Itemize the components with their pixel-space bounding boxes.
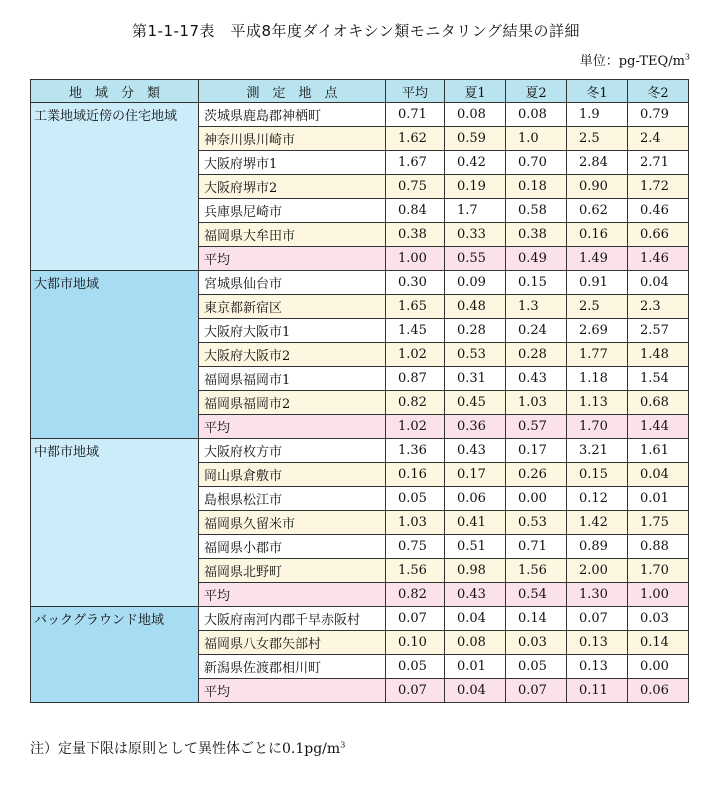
location-cell: 新潟県佐渡郡相川町 bbox=[199, 655, 386, 679]
header-location: 測 定 地 点 bbox=[199, 80, 386, 103]
value-cell-w1: 2.5 bbox=[567, 127, 628, 151]
location-cell: 福岡県福岡市1 bbox=[199, 367, 386, 391]
value-cell-w1: 0.90 bbox=[567, 175, 628, 199]
location-cell: 宮城県仙台市 bbox=[199, 271, 386, 295]
value-cell-avg: 0.16 bbox=[386, 463, 445, 487]
value-cell-w2: 1.54 bbox=[628, 367, 689, 391]
value-cell-avg: 1.45 bbox=[386, 319, 445, 343]
value-cell-w1: 0.16 bbox=[567, 223, 628, 247]
value-cell-w1: 1.18 bbox=[567, 367, 628, 391]
average-label-cell: 平均 bbox=[199, 415, 386, 439]
average-label-cell: 平均 bbox=[199, 679, 386, 703]
value-cell-s2: 0.26 bbox=[506, 463, 567, 487]
value-cell-s1: 0.51 bbox=[445, 535, 506, 559]
value-cell-s1: 0.31 bbox=[445, 367, 506, 391]
value-cell-s2: 0.15 bbox=[506, 271, 567, 295]
value-cell-s2: 0.43 bbox=[506, 367, 567, 391]
location-cell: 福岡県八女郡矢部村 bbox=[199, 631, 386, 655]
location-cell: 神奈川県川崎市 bbox=[199, 127, 386, 151]
value-cell-w2: 0.14 bbox=[628, 631, 689, 655]
value-cell-avg: 1.65 bbox=[386, 295, 445, 319]
value-cell-s1: 0.09 bbox=[445, 271, 506, 295]
footnote-text: 注）定量下限は原則として異性体ごとに0.1pg/m bbox=[30, 741, 341, 757]
value-cell-avg: 0.75 bbox=[386, 175, 445, 199]
header-summer2: 夏2 bbox=[506, 80, 567, 103]
location-cell: 福岡県福岡市2 bbox=[199, 391, 386, 415]
value-cell-w2: 0.79 bbox=[628, 103, 689, 127]
value-cell-avg: 0.87 bbox=[386, 367, 445, 391]
header-winter1: 冬1 bbox=[567, 80, 628, 103]
value-cell-s2: 0.71 bbox=[506, 535, 567, 559]
value-cell-w1: 0.13 bbox=[567, 655, 628, 679]
value-cell-avg: 1.02 bbox=[386, 415, 445, 439]
value-cell-w2: 0.04 bbox=[628, 463, 689, 487]
footnote-superscript: 3 bbox=[340, 740, 346, 750]
value-cell-w2: 0.66 bbox=[628, 223, 689, 247]
region-cell: 工業地域近傍の住宅地域 bbox=[31, 103, 199, 271]
value-cell-w1: 0.91 bbox=[567, 271, 628, 295]
location-cell: 島根県松江市 bbox=[199, 487, 386, 511]
value-cell-w1: 1.49 bbox=[567, 247, 628, 271]
value-cell-avg: 1.02 bbox=[386, 343, 445, 367]
value-cell-avg: 1.36 bbox=[386, 439, 445, 463]
value-cell-s1: 0.08 bbox=[445, 631, 506, 655]
value-cell-avg: 0.07 bbox=[386, 679, 445, 703]
value-cell-avg: 0.38 bbox=[386, 223, 445, 247]
header-winter2: 冬2 bbox=[628, 80, 689, 103]
value-cell-w1: 1.30 bbox=[567, 583, 628, 607]
value-cell-s1: 0.28 bbox=[445, 319, 506, 343]
value-cell-s2: 0.49 bbox=[506, 247, 567, 271]
value-cell-s2: 0.28 bbox=[506, 343, 567, 367]
table-row bbox=[31, 439, 689, 463]
value-cell-avg: 1.56 bbox=[386, 559, 445, 583]
value-cell-w2: 1.61 bbox=[628, 439, 689, 463]
table-row bbox=[31, 271, 689, 295]
value-cell-avg: 1.03 bbox=[386, 511, 445, 535]
value-cell-w1: 1.42 bbox=[567, 511, 628, 535]
value-cell-s1: 0.48 bbox=[445, 295, 506, 319]
value-cell-s1: 0.43 bbox=[445, 583, 506, 607]
average-label-cell: 平均 bbox=[199, 583, 386, 607]
value-cell-avg: 1.62 bbox=[386, 127, 445, 151]
value-cell-s2: 1.03 bbox=[506, 391, 567, 415]
value-cell-w2: 0.04 bbox=[628, 271, 689, 295]
value-cell-w1: 2.5 bbox=[567, 295, 628, 319]
location-cell: 福岡県小郡市 bbox=[199, 535, 386, 559]
value-cell-s2: 1.0 bbox=[506, 127, 567, 151]
value-cell-s1: 0.41 bbox=[445, 511, 506, 535]
value-cell-s2: 0.00 bbox=[506, 487, 567, 511]
value-cell-w1: 0.13 bbox=[567, 631, 628, 655]
value-cell-s2: 0.54 bbox=[506, 583, 567, 607]
value-cell-w1: 0.89 bbox=[567, 535, 628, 559]
value-cell-w2: 2.3 bbox=[628, 295, 689, 319]
value-cell-w2: 0.00 bbox=[628, 655, 689, 679]
value-cell-w1: 1.77 bbox=[567, 343, 628, 367]
value-cell-s2: 0.14 bbox=[506, 607, 567, 631]
header-row bbox=[31, 80, 689, 103]
value-cell-s2: 1.56 bbox=[506, 559, 567, 583]
unit-superscript: 3 bbox=[684, 52, 690, 62]
value-cell-s1: 0.17 bbox=[445, 463, 506, 487]
value-cell-avg: 0.82 bbox=[386, 391, 445, 415]
region-cell: 大都市地域 bbox=[31, 271, 199, 439]
value-cell-s2: 0.53 bbox=[506, 511, 567, 535]
value-cell-w1: 1.9 bbox=[567, 103, 628, 127]
location-cell: 福岡県大牟田市 bbox=[199, 223, 386, 247]
value-cell-w2: 0.46 bbox=[628, 199, 689, 223]
value-cell-s1: 0.53 bbox=[445, 343, 506, 367]
value-cell-avg: 1.67 bbox=[386, 151, 445, 175]
location-cell: 大阪府南河内郡千早赤阪村 bbox=[199, 607, 386, 631]
value-cell-avg: 0.05 bbox=[386, 655, 445, 679]
value-cell-s2: 0.70 bbox=[506, 151, 567, 175]
location-cell: 福岡県北野町 bbox=[199, 559, 386, 583]
footnote bbox=[30, 738, 345, 758]
value-cell-s1: 0.19 bbox=[445, 175, 506, 199]
value-cell-s1: 0.59 bbox=[445, 127, 506, 151]
location-cell: 兵庫県尼崎市 bbox=[199, 199, 386, 223]
value-cell-s2: 0.58 bbox=[506, 199, 567, 223]
value-cell-s1: 0.45 bbox=[445, 391, 506, 415]
value-cell-w2: 1.00 bbox=[628, 583, 689, 607]
value-cell-w2: 2.4 bbox=[628, 127, 689, 151]
header-region: 地 域 分 類 bbox=[31, 80, 199, 103]
table-title: 第1-1-17表 平成8年度ダイオキシン類モニタリング結果の詳細 bbox=[132, 22, 580, 40]
value-cell-w1: 2.84 bbox=[567, 151, 628, 175]
value-cell-s2: 0.17 bbox=[506, 439, 567, 463]
value-cell-w2: 0.03 bbox=[628, 607, 689, 631]
value-cell-w1: 2.00 bbox=[567, 559, 628, 583]
value-cell-w2: 1.44 bbox=[628, 415, 689, 439]
value-cell-s1: 0.08 bbox=[445, 103, 506, 127]
value-cell-w1: 3.21 bbox=[567, 439, 628, 463]
value-cell-w2: 0.68 bbox=[628, 391, 689, 415]
value-cell-s1: 0.06 bbox=[445, 487, 506, 511]
value-cell-w2: 1.70 bbox=[628, 559, 689, 583]
value-cell-s1: 1.7 bbox=[445, 199, 506, 223]
value-cell-w2: 2.71 bbox=[628, 151, 689, 175]
value-cell-avg: 0.07 bbox=[386, 607, 445, 631]
average-label-cell: 平均 bbox=[199, 247, 386, 271]
value-cell-avg: 0.10 bbox=[386, 631, 445, 655]
value-cell-avg: 1.00 bbox=[386, 247, 445, 271]
value-cell-avg: 0.82 bbox=[386, 583, 445, 607]
value-cell-w2: 1.75 bbox=[628, 511, 689, 535]
header-summer1: 夏1 bbox=[445, 80, 506, 103]
location-cell: 大阪府堺市1 bbox=[199, 151, 386, 175]
location-cell: 東京都新宿区 bbox=[199, 295, 386, 319]
value-cell-s1: 0.33 bbox=[445, 223, 506, 247]
value-cell-w1: 0.12 bbox=[567, 487, 628, 511]
dioxin-results-table bbox=[30, 79, 689, 703]
value-cell-s2: 0.05 bbox=[506, 655, 567, 679]
value-cell-s2: 0.38 bbox=[506, 223, 567, 247]
location-cell: 大阪府大阪市2 bbox=[199, 343, 386, 367]
value-cell-w1: 2.69 bbox=[567, 319, 628, 343]
value-cell-w2: 2.57 bbox=[628, 319, 689, 343]
value-cell-s2: 0.03 bbox=[506, 631, 567, 655]
value-cell-s2: 1.3 bbox=[506, 295, 567, 319]
location-cell: 大阪府枚方市 bbox=[199, 439, 386, 463]
value-cell-w2: 0.88 bbox=[628, 535, 689, 559]
value-cell-w2: 1.72 bbox=[628, 175, 689, 199]
value-cell-w2: 1.48 bbox=[628, 343, 689, 367]
value-cell-s2: 0.24 bbox=[506, 319, 567, 343]
value-cell-s2: 0.07 bbox=[506, 679, 567, 703]
value-cell-s1: 0.55 bbox=[445, 247, 506, 271]
value-cell-avg: 0.75 bbox=[386, 535, 445, 559]
value-cell-s1: 0.04 bbox=[445, 679, 506, 703]
location-cell: 岡山県倉敷市 bbox=[199, 463, 386, 487]
value-cell-s1: 0.36 bbox=[445, 415, 506, 439]
value-cell-s2: 0.08 bbox=[506, 103, 567, 127]
value-cell-w1: 0.11 bbox=[567, 679, 628, 703]
location-cell: 大阪府堺市2 bbox=[199, 175, 386, 199]
value-cell-w1: 0.07 bbox=[567, 607, 628, 631]
value-cell-s2: 0.57 bbox=[506, 415, 567, 439]
value-cell-s1: 0.42 bbox=[445, 151, 506, 175]
location-cell: 大阪府大阪市1 bbox=[199, 319, 386, 343]
unit-label bbox=[580, 50, 690, 69]
value-cell-w1: 1.70 bbox=[567, 415, 628, 439]
unit-text: 単位：pg-TEQ/m bbox=[579, 54, 685, 69]
value-cell-w1: 0.15 bbox=[567, 463, 628, 487]
header-avg: 平均 bbox=[386, 80, 445, 103]
value-cell-avg: 0.84 bbox=[386, 199, 445, 223]
table-row bbox=[31, 607, 689, 631]
value-cell-avg: 0.30 bbox=[386, 271, 445, 295]
location-cell: 福岡県久留米市 bbox=[199, 511, 386, 535]
table-row bbox=[31, 103, 689, 127]
value-cell-w1: 0.62 bbox=[567, 199, 628, 223]
region-cell: バックグラウンド地域 bbox=[31, 607, 199, 703]
value-cell-s1: 0.98 bbox=[445, 559, 506, 583]
value-cell-avg: 0.05 bbox=[386, 487, 445, 511]
value-cell-s1: 0.04 bbox=[445, 607, 506, 631]
value-cell-s2: 0.18 bbox=[506, 175, 567, 199]
value-cell-w2: 1.46 bbox=[628, 247, 689, 271]
value-cell-w2: 0.06 bbox=[628, 679, 689, 703]
value-cell-w1: 1.13 bbox=[567, 391, 628, 415]
location-cell: 茨城県鹿島郡神栖町 bbox=[199, 103, 386, 127]
value-cell-s1: 0.43 bbox=[445, 439, 506, 463]
value-cell-s1: 0.01 bbox=[445, 655, 506, 679]
region-cell: 中都市地域 bbox=[31, 439, 199, 607]
value-cell-w2: 0.01 bbox=[628, 487, 689, 511]
value-cell-avg: 0.71 bbox=[386, 103, 445, 127]
